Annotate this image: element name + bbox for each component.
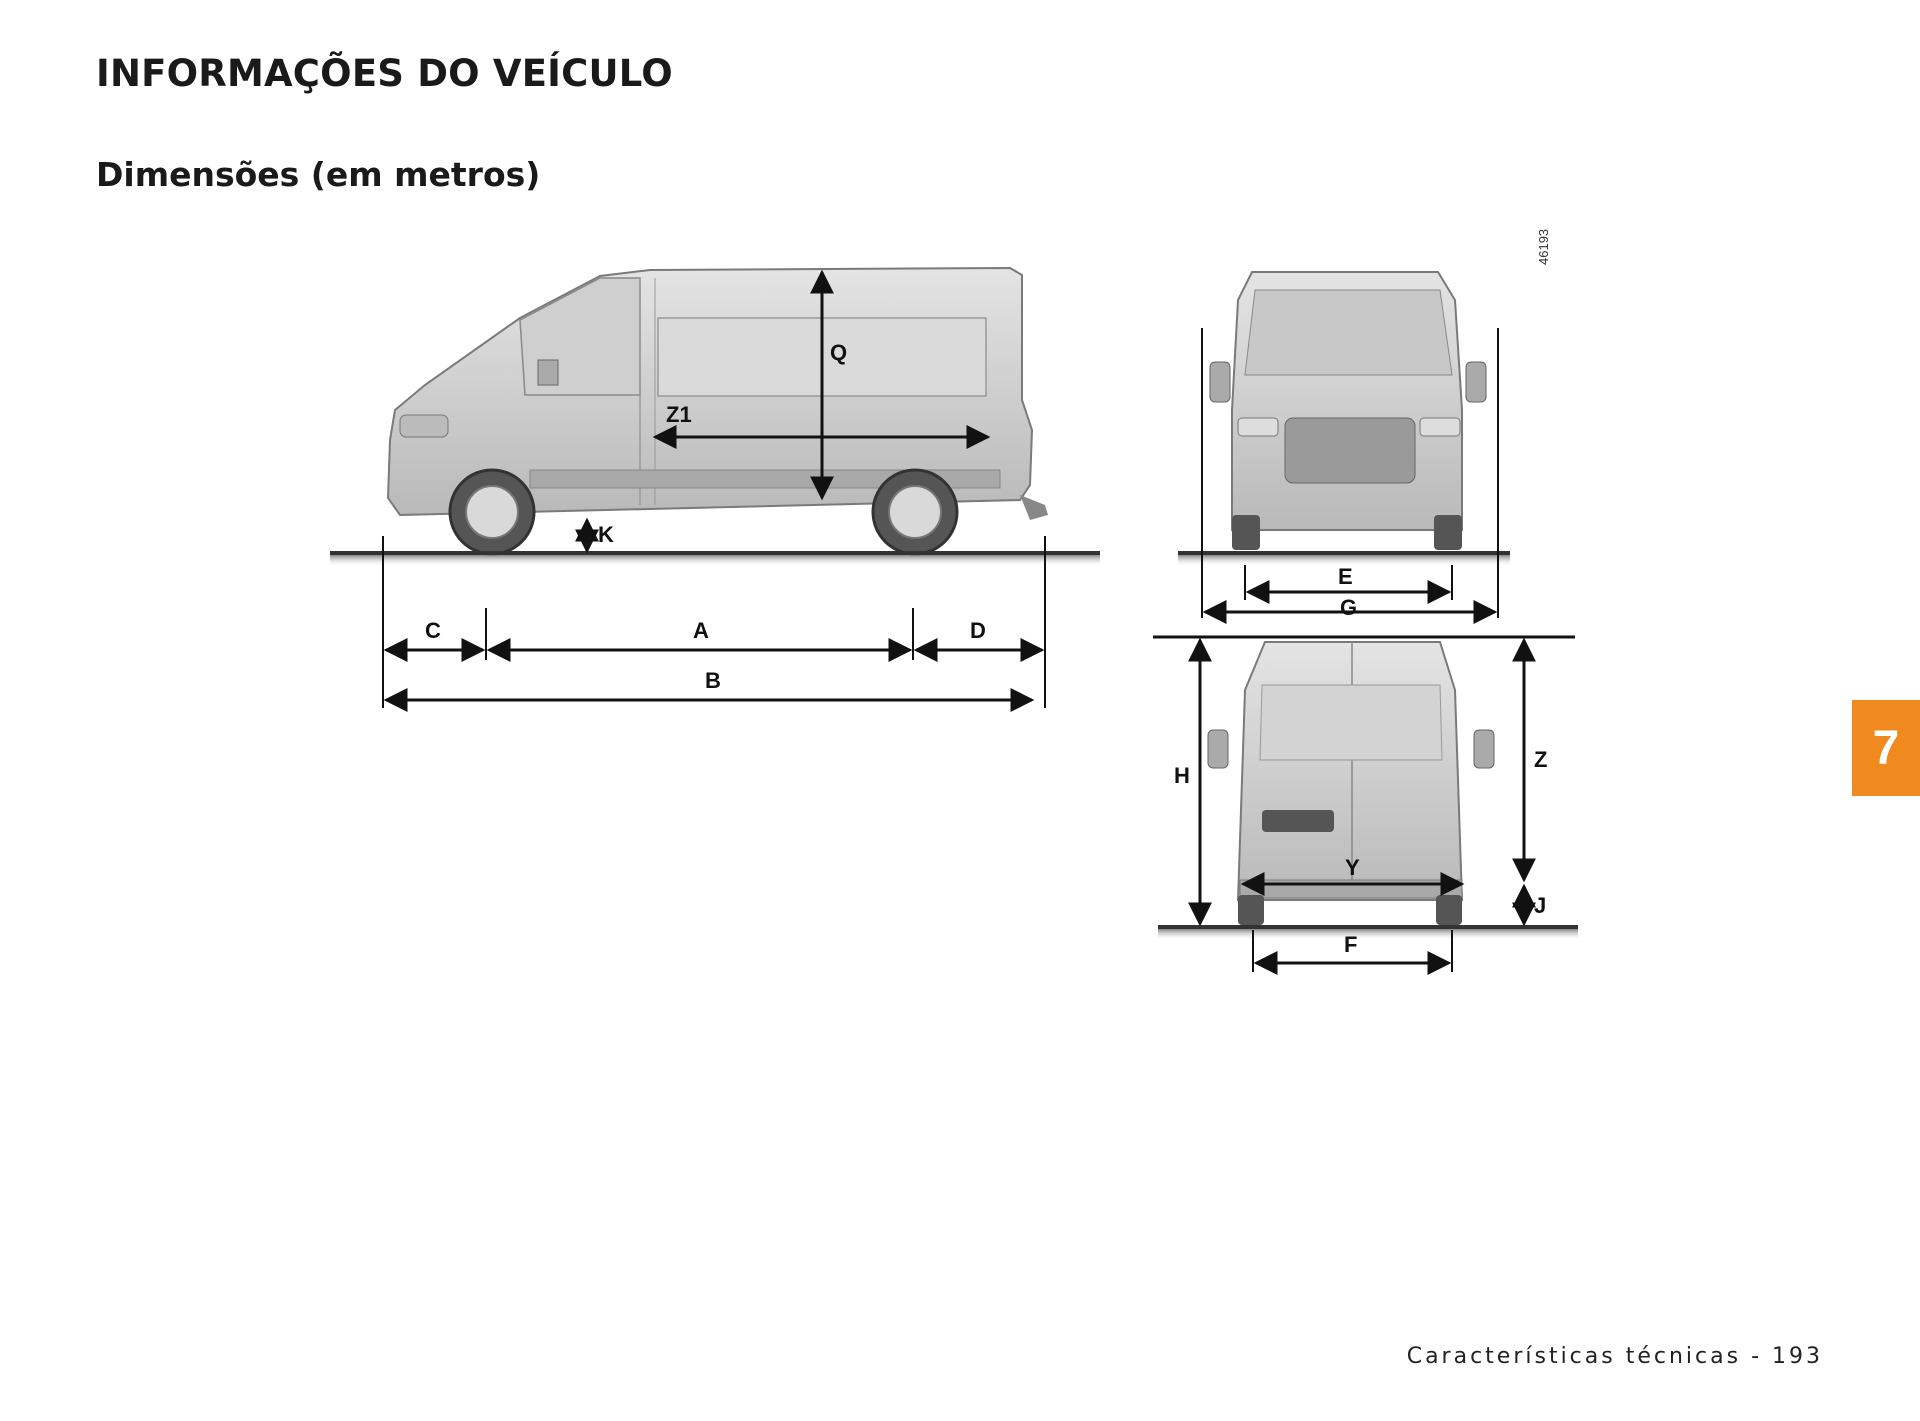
label-z1: Z1 [666, 402, 692, 427]
label-g: G [1340, 595, 1358, 620]
label-b: B [705, 668, 721, 693]
page-title: INFORMAÇÕES DO VEÍCULO [96, 52, 673, 95]
label-f: F [1344, 932, 1358, 957]
label-j: J [1534, 893, 1547, 918]
figure-reference-number: 46193 [1536, 228, 1551, 265]
label-k: K [598, 522, 614, 547]
page-subtitle: Dimensões (em metros) [96, 155, 541, 194]
label-q: Q [830, 340, 848, 365]
side-view-van [388, 268, 1048, 554]
label-c: C [425, 618, 441, 643]
label-z: Z [1534, 747, 1548, 772]
label-e: E [1338, 564, 1353, 589]
page-footer: Características técnicas - 193 [1406, 1344, 1823, 1369]
label-a: A [693, 618, 709, 643]
label-h: H [1174, 763, 1190, 788]
label-y: Y [1345, 855, 1360, 880]
chapter-tab[interactable]: 7 [1852, 700, 1920, 796]
front-view-van [1210, 272, 1486, 550]
label-d: D [970, 618, 986, 643]
